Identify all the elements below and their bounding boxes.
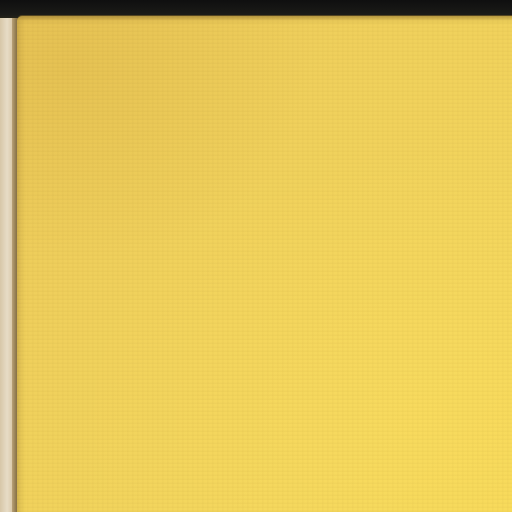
yellow-book-cover bbox=[17, 16, 512, 512]
paper-texture bbox=[17, 16, 512, 512]
cover-top-edge bbox=[17, 15, 512, 20]
